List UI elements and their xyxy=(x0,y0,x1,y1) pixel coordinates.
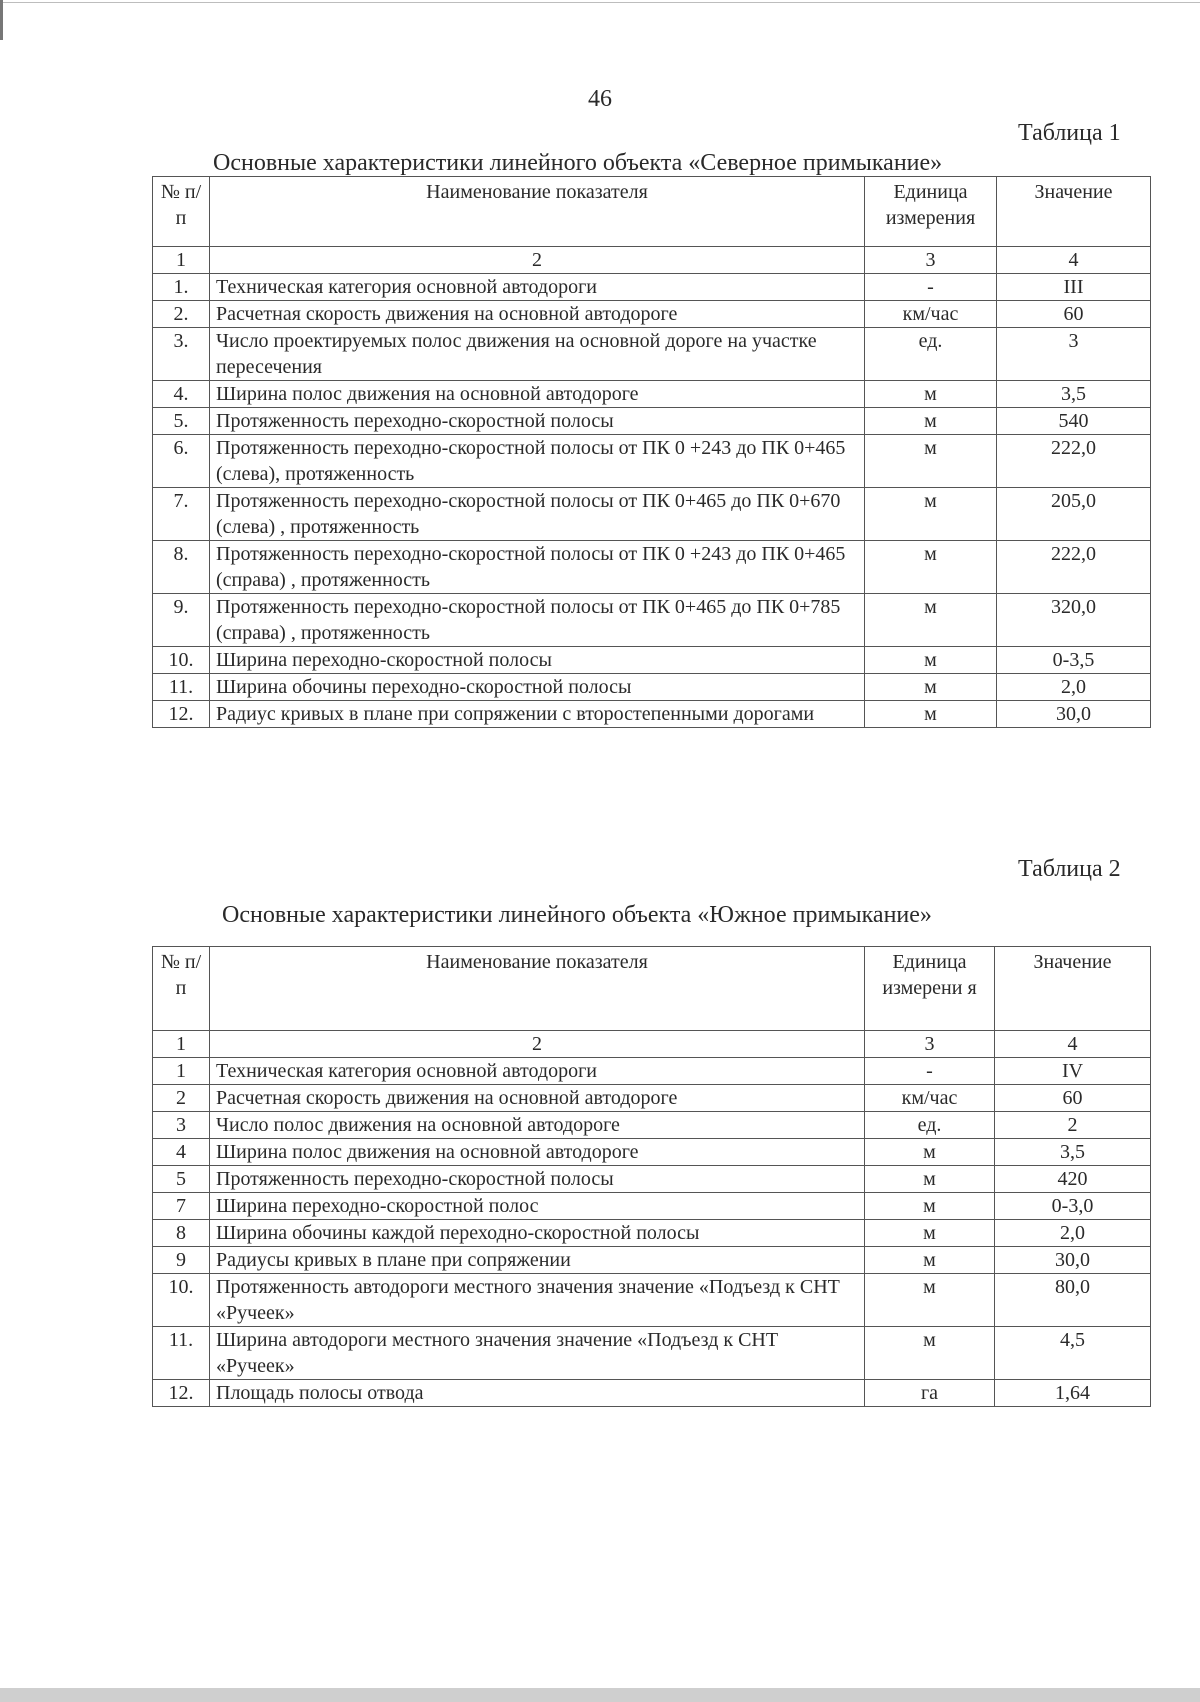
table1-cell-num: 8. xyxy=(153,541,210,594)
table1-cell-value: 320,0 xyxy=(997,594,1151,647)
table1-cell-unit: м xyxy=(865,674,997,701)
table2-cell-num: 8 xyxy=(153,1220,210,1247)
table2-cell-name: Расчетная скорость движения на основной автодороге xyxy=(210,1085,865,1112)
scan-artifact-edge xyxy=(0,0,3,40)
table1-row xyxy=(153,594,1151,647)
table2-cell-num: 5 xyxy=(153,1166,210,1193)
table1-cell-unit: м xyxy=(865,594,997,647)
table1-header-unit: Единица измерения xyxy=(865,177,997,247)
table2-row xyxy=(153,1327,1151,1380)
table2-cell-value: 60 xyxy=(995,1085,1151,1112)
table2-cell-unit: км/час xyxy=(865,1085,995,1112)
table1-cell-value: 3 xyxy=(997,328,1151,381)
table1-index-cell: 2 xyxy=(210,247,865,274)
table2-cell-unit: га xyxy=(865,1380,995,1407)
table1-cell-num: 4. xyxy=(153,381,210,408)
table1-row xyxy=(153,674,1151,701)
table2-cell-num: 11. xyxy=(153,1327,210,1380)
table2-cell-num: 2 xyxy=(153,1085,210,1112)
table2-row xyxy=(153,1058,1151,1085)
table1-header-value: Значение xyxy=(997,177,1151,247)
table1-row xyxy=(153,701,1151,728)
table1-index-cell: 3 xyxy=(865,247,997,274)
table1-header-name: Наименование показателя xyxy=(210,177,865,247)
table1-cell-value: 0-3,5 xyxy=(997,647,1151,674)
table1-row xyxy=(153,301,1151,328)
table1-cell-name: Техническая категория основной автодороги xyxy=(210,274,865,301)
table1-cell-name: Ширина полос движения на основной автодороге xyxy=(210,381,865,408)
table2-cell-num: 10. xyxy=(153,1274,210,1327)
table1-cell-unit: м xyxy=(865,488,997,541)
table1-cell-num: 5. xyxy=(153,408,210,435)
table2-cell-unit: ед. xyxy=(865,1112,995,1139)
table1-cell-num: 11. xyxy=(153,674,210,701)
table2-row xyxy=(153,1139,1151,1166)
scan-artifact-top xyxy=(0,2,1200,3)
table2-cell-value: 420 xyxy=(995,1166,1151,1193)
table2-cell-name: Протяженность переходно-скоростной полосы xyxy=(210,1166,865,1193)
table2-cell-unit: - xyxy=(865,1058,995,1085)
table2-cell-unit: м xyxy=(865,1220,995,1247)
table2-cell-value: 2 xyxy=(995,1112,1151,1139)
table1-header-num: № п/п xyxy=(153,177,210,247)
table2-row xyxy=(153,1274,1151,1327)
table1-row xyxy=(153,274,1151,301)
table2-index-cell: 1 xyxy=(153,1031,210,1058)
table1-cell-value: 222,0 xyxy=(997,435,1151,488)
table1-cell-num: 2. xyxy=(153,301,210,328)
table2-cell-num: 12. xyxy=(153,1380,210,1407)
table1-cell-unit: м xyxy=(865,408,997,435)
table1-cell-num: 9. xyxy=(153,594,210,647)
table2-cell-num: 4 xyxy=(153,1139,210,1166)
table2-cell-value: 2,0 xyxy=(995,1220,1151,1247)
table2-cell-value: 80,0 xyxy=(995,1274,1151,1327)
table2-cell-num: 1 xyxy=(153,1058,210,1085)
table1-cell-unit: ед. xyxy=(865,328,997,381)
table2-row xyxy=(153,1380,1151,1407)
table1-cell-unit: м xyxy=(865,701,997,728)
table2-title: Основные характеристики линейного объекта «Южное примыкание» xyxy=(222,902,932,928)
table1-cell-value: III xyxy=(997,274,1151,301)
table1-cell-unit: м xyxy=(865,541,997,594)
table2-header-value: Значение xyxy=(995,947,1151,1031)
table1-cell-value: 30,0 xyxy=(997,701,1151,728)
table2-cell-unit: м xyxy=(865,1327,995,1380)
table1-cell-name: Ширина обочины переходно-скоростной полосы xyxy=(210,674,865,701)
table2-cell-unit: м xyxy=(865,1139,995,1166)
table2-index-row xyxy=(153,1031,1151,1058)
table2-cell-value: 30,0 xyxy=(995,1247,1151,1274)
table2-cell-value: 0-3,0 xyxy=(995,1193,1151,1220)
table1-row xyxy=(153,381,1151,408)
table1-row xyxy=(153,488,1151,541)
table2-cell-name: Площадь полосы отвода xyxy=(210,1380,865,1407)
table1-row xyxy=(153,435,1151,488)
table1-cell-num: 1. xyxy=(153,274,210,301)
table2-row xyxy=(153,1247,1151,1274)
table2-cell-unit: м xyxy=(865,1247,995,1274)
table1-cell-value: 60 xyxy=(997,301,1151,328)
table2 xyxy=(152,946,1151,1407)
table1-header-row xyxy=(153,177,1151,247)
table1-cell-name: Число проектируемых полос движения на основной дороге на участке пересечения xyxy=(210,328,865,381)
table1 xyxy=(152,176,1151,728)
table1-cell-value: 222,0 xyxy=(997,541,1151,594)
table1-cell-value: 3,5 xyxy=(997,381,1151,408)
table1-cell-unit: м xyxy=(865,647,997,674)
table2-cell-name: Радиусы кривых в плане при сопряжении xyxy=(210,1247,865,1274)
table2-cell-num: 9 xyxy=(153,1247,210,1274)
table2-cell-value: IV xyxy=(995,1058,1151,1085)
table1-cell-value: 205,0 xyxy=(997,488,1151,541)
table2-cell-name: Техническая категория основной автодороги xyxy=(210,1058,865,1085)
table2-cell-name: Ширина автодороги местного значения значение «Подъезд к СНТ «Ручеек» xyxy=(210,1327,865,1380)
table2-row xyxy=(153,1220,1151,1247)
table1-row xyxy=(153,647,1151,674)
table2-cell-name: Ширина обочины каждой переходно-скоростной полосы xyxy=(210,1220,865,1247)
table2-header-unit: Единица измерени я xyxy=(865,947,995,1031)
table1-cell-value: 540 xyxy=(997,408,1151,435)
table1-cell-name: Протяженность переходно-скоростной полосы от ПК 0+465 до ПК 0+670 (слева) , протяженность xyxy=(210,488,865,541)
table1-cell-unit: - xyxy=(865,274,997,301)
table2-row xyxy=(153,1112,1151,1139)
table2-cell-unit: м xyxy=(865,1166,995,1193)
table2-header-row xyxy=(153,947,1151,1031)
table2-header-name: Наименование показателя xyxy=(210,947,865,1031)
table1-cell-name: Протяженность переходно-скоростной полосы xyxy=(210,408,865,435)
table2-header-num: № п/п xyxy=(153,947,210,1031)
table2-cell-num: 7 xyxy=(153,1193,210,1220)
table1-cell-num: 6. xyxy=(153,435,210,488)
table1-cell-name: Протяженность переходно-скоростной полосы от ПК 0 +243 до ПК 0+465 (справа) , протяженность xyxy=(210,541,865,594)
table2-cell-value: 1,64 xyxy=(995,1380,1151,1407)
scan-artifact-bottom xyxy=(0,1688,1200,1702)
table1-cell-unit: км/час xyxy=(865,301,997,328)
table1-row xyxy=(153,541,1151,594)
table1-cell-name: Протяженность переходно-скоростной полосы от ПК 0 +243 до ПК 0+465 (слева), протяженность xyxy=(210,435,865,488)
table2-cell-name: Число полос движения на основной автодороге xyxy=(210,1112,865,1139)
table2-cell-value: 4,5 xyxy=(995,1327,1151,1380)
table1-row xyxy=(153,328,1151,381)
table2-cell-name: Протяженность автодороги местного значения значение «Подъезд к СНТ «Ручеек» xyxy=(210,1274,865,1327)
table1-title: Основные характеристики линейного объекта «Северное примыкание» xyxy=(213,150,943,176)
table1-cell-num: 10. xyxy=(153,647,210,674)
table2-index-cell: 3 xyxy=(865,1031,995,1058)
table2-cell-name: Ширина полос движения на основной автодороге xyxy=(210,1139,865,1166)
table2-cell-name: Ширина переходно-скоростной полос xyxy=(210,1193,865,1220)
table1-cell-name: Расчетная скорость движения на основной автодороге xyxy=(210,301,865,328)
table1-index-row xyxy=(153,247,1151,274)
table2-row xyxy=(153,1166,1151,1193)
table2-cell-value: 3,5 xyxy=(995,1139,1151,1166)
table2-index-cell: 4 xyxy=(995,1031,1151,1058)
table1-cell-name: Протяженность переходно-скоростной полосы от ПК 0+465 до ПК 0+785 (справа) , протяженность xyxy=(210,594,865,647)
table1-cell-num: 7. xyxy=(153,488,210,541)
table2-cell-unit: м xyxy=(865,1274,995,1327)
table1-cell-unit: м xyxy=(865,435,997,488)
table1-row xyxy=(153,408,1151,435)
table1-cell-unit: м xyxy=(865,381,997,408)
table2-cell-unit: м xyxy=(865,1193,995,1220)
table2-row xyxy=(153,1085,1151,1112)
table1-cell-num: 3. xyxy=(153,328,210,381)
table2-index-cell: 2 xyxy=(210,1031,865,1058)
table1-cell-value: 2,0 xyxy=(997,674,1151,701)
table1-cell-name: Радиус кривых в плане при сопряжении с второстепенными дорогами xyxy=(210,701,865,728)
page-number: 46 xyxy=(588,86,612,112)
table2-label: Таблица 2 xyxy=(1018,856,1121,882)
table1-label: Таблица 1 xyxy=(1018,120,1121,146)
table2-row xyxy=(153,1193,1151,1220)
table2-cell-num: 3 xyxy=(153,1112,210,1139)
table1-cell-name: Ширина переходно-скоростной полосы xyxy=(210,647,865,674)
table1-cell-num: 12. xyxy=(153,701,210,728)
table1-index-cell: 1 xyxy=(153,247,210,274)
table1-index-cell: 4 xyxy=(997,247,1151,274)
